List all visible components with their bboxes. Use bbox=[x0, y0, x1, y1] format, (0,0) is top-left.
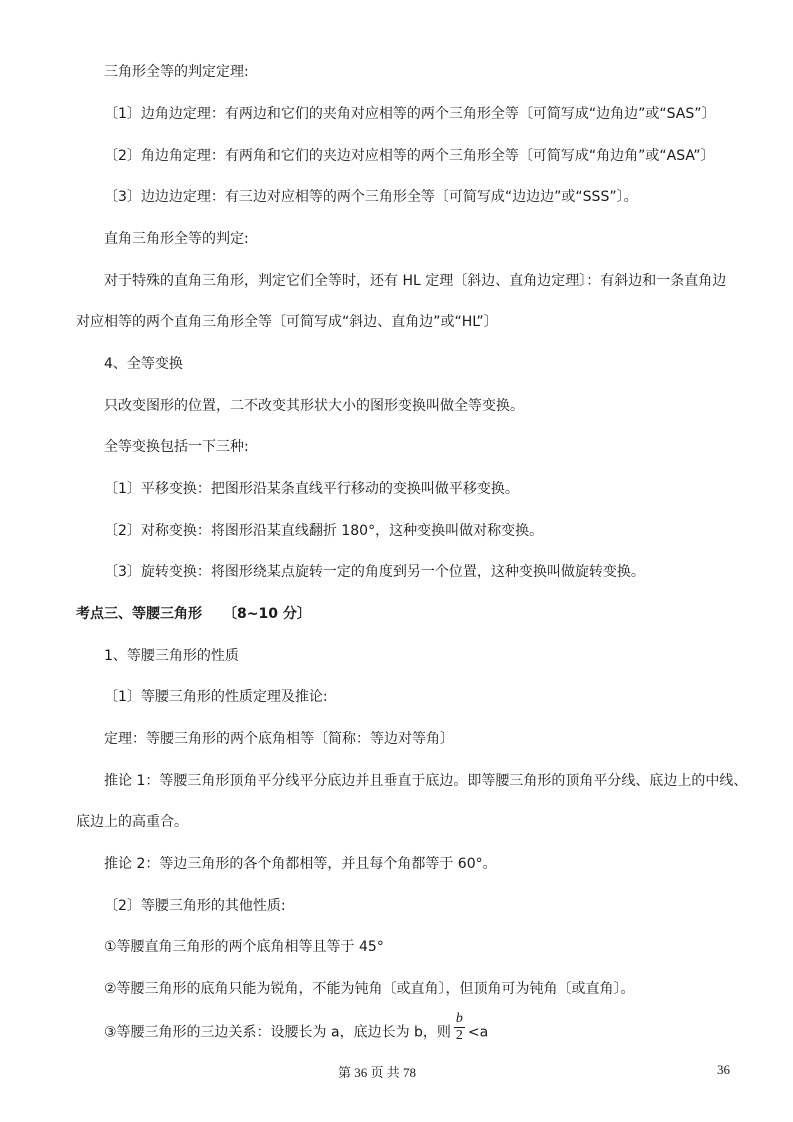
fraction-denominator: 2 bbox=[455, 1028, 463, 1043]
text-line: 直角三角形全等的判定: bbox=[104, 231, 249, 247]
text-line: 对应相等的两个直角三角形全等〔可简写成“斜边、直角边”或“HL”〕 bbox=[76, 314, 498, 330]
text-line: 底边上的高重合。 bbox=[76, 814, 188, 830]
text-line: 〔1〕边角边定理：有两边和它们的夹角对应相等的两个三角形全等〔可简写成“边角边”或“SAS”〕 bbox=[104, 106, 716, 122]
text-line: 全等变换包括一下三种: bbox=[104, 439, 249, 455]
section-title: 考点三、等腰三角形 〔8~10 分〕 bbox=[76, 606, 311, 622]
text-line: 定理：等腰三角形的两个底角相等〔简称：等边对等角〕 bbox=[104, 731, 454, 747]
text-line: 对于特殊的直角三角形，判定它们全等时，还有 HL 定理〔斜边、直角边定理〕：有斜边和一条直角边 bbox=[104, 273, 727, 289]
line-prefix: ③等腰三角形的三边关系：设腰长为 a，底边长为 b，则 bbox=[104, 1024, 451, 1041]
text-line: 〔2〕对称变换：将图形沿某直线翻折 180°，这种变换叫做对称变换。 bbox=[104, 523, 544, 539]
text-line: 〔3〕旋转变换：将图形绕某点旋转一定的角度到另一个位置，这种变换叫做旋转变换。 bbox=[104, 564, 645, 580]
text-line: 三角形全等的判定定理: bbox=[104, 64, 249, 80]
text-line-with-fraction bbox=[104, 1011, 489, 1044]
text-line: 〔1〕平移变换：把图形沿某条直线平行移动的变换叫做平移变换。 bbox=[104, 481, 519, 497]
text-line: 〔3〕边边边定理：有三边对应相等的两个三角形全等〔可简写成“边边边”或“SSS”〕。 bbox=[104, 189, 638, 205]
fraction-numerator: b bbox=[455, 1011, 463, 1026]
line-suffix: <a bbox=[467, 1024, 489, 1041]
text-line: ①等腰直角三角形的两个底角相等且等于 45° bbox=[104, 939, 384, 955]
page-number: 36 bbox=[717, 1062, 730, 1077]
section-heading: 4、全等变换 bbox=[104, 356, 183, 372]
text-line: 推论 1：等腰三角形顶角平分线平分底边并且垂直于底边。即等腰三角形的顶角平分线、底边上的中线、 bbox=[104, 773, 748, 789]
text-line: 〔2〕等腰三角形的其他性质: bbox=[104, 898, 286, 914]
text-line: ②等腰三角形的底角只能为锐角，不能为钝角〔或直角〕，但顶角可为钝角〔或直角〕。 bbox=[104, 981, 635, 997]
text-line: 〔1〕等腰三角形的性质定理及推论: bbox=[104, 689, 328, 705]
text-line: 只改变图形的位置，二不改变其形状大小的图形变换叫做全等变换。 bbox=[104, 398, 524, 414]
fraction bbox=[454, 1011, 465, 1044]
section-heading: 1、等腰三角形的性质 bbox=[104, 648, 239, 664]
text-line: 〔2〕角边角定理：有两角和它们的夹边对应相等的两个三角形全等〔可简写成“角边角”或“ASA”〕 bbox=[104, 148, 715, 164]
page-footer-center: 第 36 页 共 78 bbox=[338, 1065, 417, 1080]
text-line: 推论 2：等边三角形的各个角都相等，并且每个角都等于 60°。 bbox=[104, 856, 497, 872]
